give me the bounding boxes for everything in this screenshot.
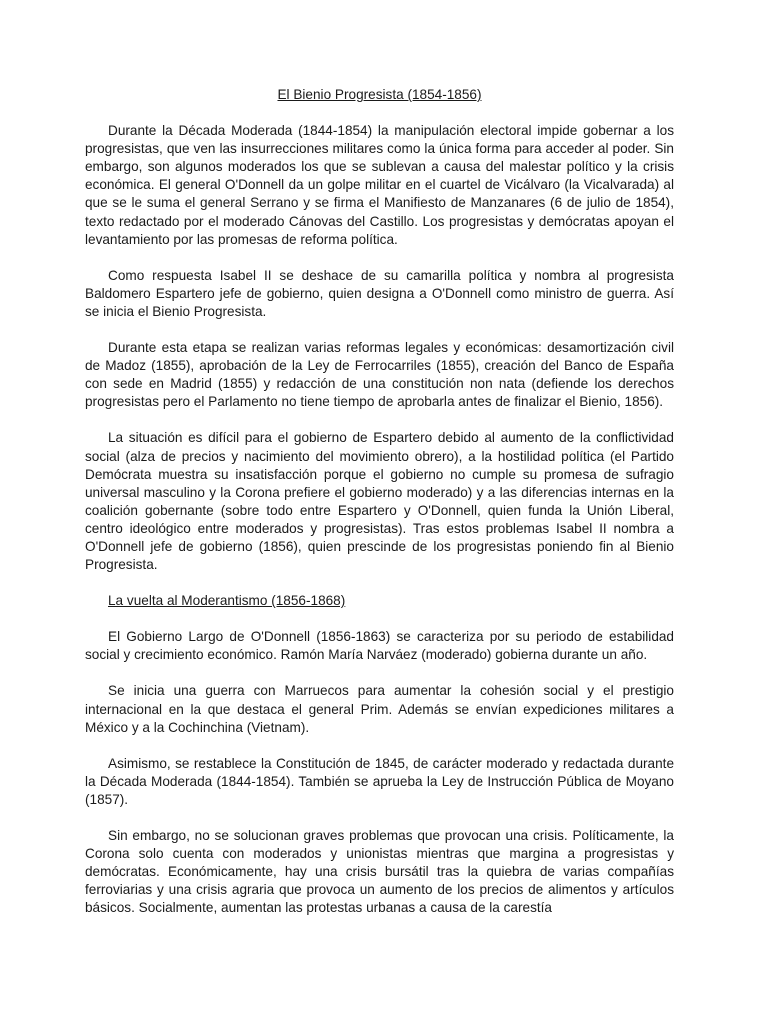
paragraph: Sin embargo, no se solucionan graves problemas que provocan una crisis. Políticamente, la Corona solo cuenta con moderados y unionistas mientras que margina a progresistas y demócratas. Económicamente, hay una crisis bursátil tras la quiebra de varias compañías ferroviarias y una crisis agraria que provoca un aumento de los precios de alimentos y artículos básicos. Socialmente, aumentan las protestas urbanas a causa de la carestía xyxy=(85,828,674,916)
paragraph: Durante esta etapa se realizan varias reformas legales y económicas: desamortización civil de Madoz (1855), aprobación de la Ley de Ferrocarriles (1855), creación del Banco de España con sede en Madrid (1855) y redacción de una constitución non nata (defiende los derechos progresistas pero el Parlamento no tiene tiempo de aprobarla antes de finalizar el Bienio, 1856). xyxy=(85,340,674,410)
page-title: El Bienio Progresista (1854-1856) xyxy=(277,87,482,102)
document-body xyxy=(85,86,674,935)
paragraph: Asimismo, se restablece la Constitución de 1845, de carácter moderado y redactada durante la Década Moderada (1844-1854). También se aprueba la Ley de Instrucción Pública de Moyano (1857). xyxy=(85,755,674,807)
paragraph: Se inicia una guerra con Marruecos para aumentar la cohesión social y el prestigio internacional en la que destaca el general Prim. Además se envían expediciones militares a México y a la Cochinchina (Vietnam). xyxy=(85,683,674,735)
paragraph: Durante la Década Moderada (1844-1854) la manipulación electoral impide gobernar a los progresistas, que ven las insurrecciones militares como la única forma para acceder al poder. Sin embargo, son algunos moderados los que se sublevan a causa del malestar político y la crisis económica. El general O'Donnell da un golpe militar en el cuartel de Vicálvaro (la Vicalvarada) al que se le suma el general Serrano y se firma el Manifiesto de Manzanares (6 de julio de 1854), texto redactado por el moderado Cánovas del Castillo. Los progresistas y demócratas apoyan el levantamiento por las promesas de reforma política. xyxy=(85,123,674,247)
section-title: La vuelta al Moderantismo (1856-1868) xyxy=(108,593,346,609)
paragraph: Como respuesta Isabel II se deshace de su camarilla política y nombra al progresista Baldomero Espartero jefe de gobierno, quien designa a O'Donnell como ministro de guerra. Así se inicia el Bienio Progresista. xyxy=(85,267,674,319)
paragraph: El Gobierno Largo de O'Donnell (1856-1863) se caracteriza por su periodo de estabilidad social y crecimiento económico. Ramón María Narváez (moderado) gobierna durante un año. xyxy=(85,629,674,663)
paragraph: La situación es difícil para el gobierno de Espartero debido al aumento de la conflictividad social (alza de precios y nacimiento del movimiento obrero), a la hostilidad política (el Partido Demócrata muestra su insatisfacción porque el gobierno no cumple su promesa de sufragio universal masculino y la Corona prefiere el gobierno moderado) y a las diferencias internas en la coalición gobernante (sobre todo entre Espartero y O'Donnell, quien funda la Unión Liberal, centro ideológico entre moderados y progresistas). Tras estos problemas Isabel II nombra a O'Donnell jefe de gobierno (1856), quien prescinde de los progresistas poniendo fin al Bienio Progresista. xyxy=(85,430,674,573)
